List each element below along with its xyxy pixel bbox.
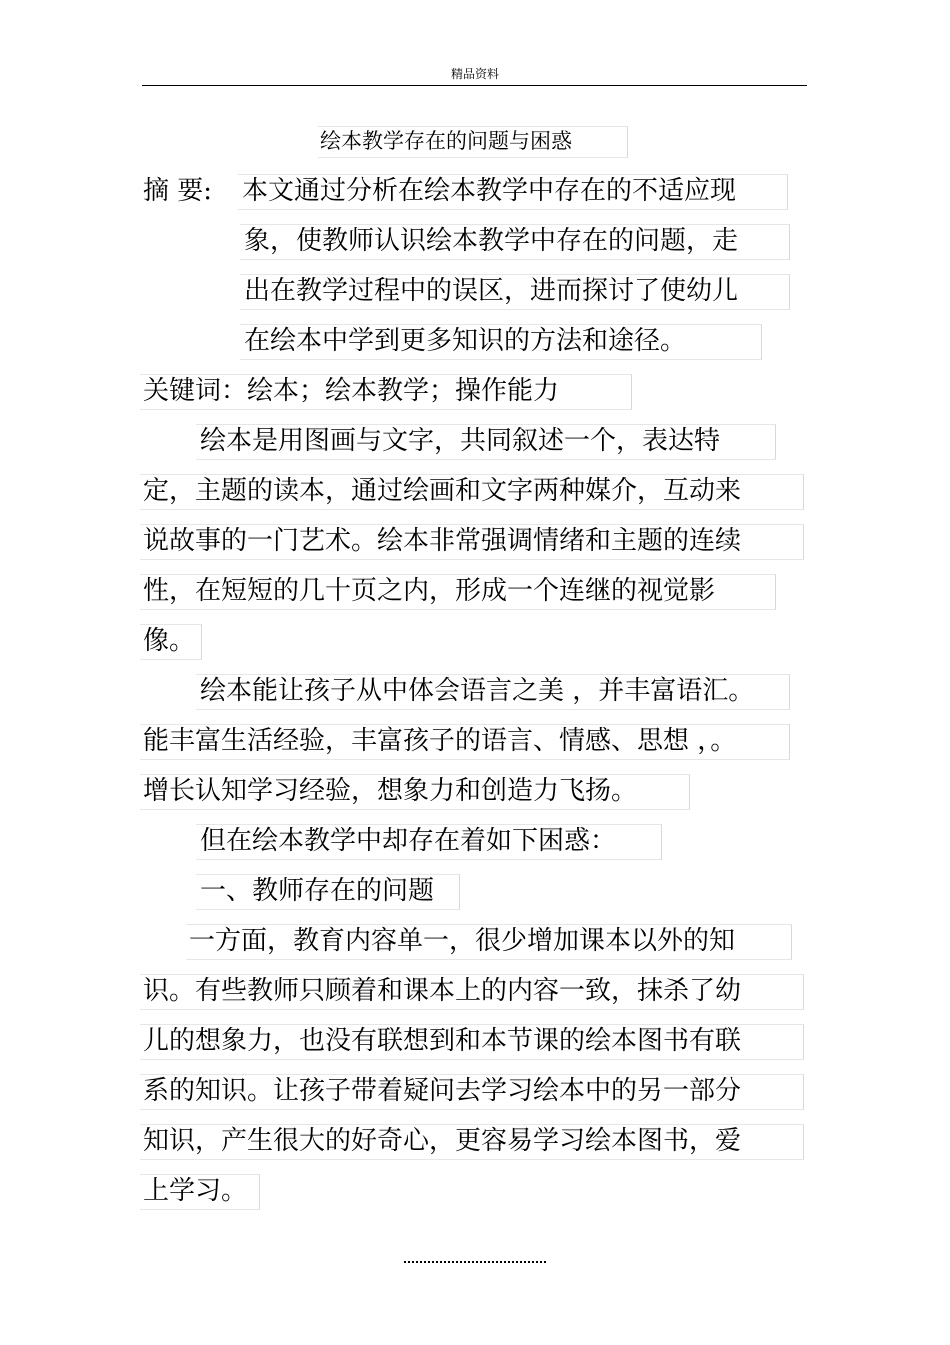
paragraph-line: 绘本能让孩子从中体会语言之美 ，并丰富语汇。 (200, 676, 755, 706)
paragraph-line: 知识，产生很大的好奇心，更容易学习绘本图书，爱 (143, 1126, 742, 1156)
abstract-line: 出在教学过程中的误区，进而探讨了使幼儿 (244, 276, 739, 306)
paragraph-line: 定，主题的读本，通过绘画和文字两种媒介，互动来 (143, 476, 742, 506)
paragraph-line: 儿的想象力，也没有联想到和本节课的绘本图书有联 (143, 1026, 742, 1056)
footer-dotted-rule (404, 1261, 546, 1263)
abstract-line: 本文通过分析在绘本教学中存在的不适应现 (242, 176, 737, 206)
page-title: 绘本教学存在的问题与困惑 (320, 129, 572, 153)
paragraph-line: 说故事的一门艺术。绘本非常强调情绪和主题的连续 (143, 526, 742, 556)
paragraph-line: 性，在短短的几十页之内，形成一个连继的视觉影 (143, 576, 716, 606)
paragraph-line: 一方面，教育内容单一，很少增加课本以外的知 (189, 926, 736, 956)
abstract-line: 在绘本中学到更多知识的方法和途径。 (244, 326, 687, 356)
paragraph-line: 能丰富生活经验，丰富孩子的语言、情感、思想 ，。 (143, 726, 737, 756)
header-rule (142, 85, 807, 86)
running-header: 精品资料 (450, 67, 499, 81)
abstract-line: 象，使教师认识绘本教学中存在的问题，走 (244, 226, 739, 256)
paragraph-line: 绘本是用图画与文字，共同叙述一个，表达特 (200, 426, 721, 456)
paragraph-line: 上学习。 (143, 1176, 248, 1206)
paragraph-line: 增长认知学习经验，想象力和创造力飞扬。 (143, 776, 638, 806)
paragraph-line: 像。 (143, 626, 196, 656)
keywords-line: 关键词：绘本；绘本教学；操作能力 (143, 376, 560, 406)
abstract-label: 摘 要: (143, 176, 213, 206)
paragraph-line: 识。有些教师只顾着和课本上的内容一致，抹杀了幼 (143, 976, 742, 1006)
paragraph-line: 系的知识。让孩子带着疑问去学习绘本中的另一部分 (143, 1076, 742, 1106)
paragraph-line: 但在绘本教学中却存在着如下困惑： (200, 826, 617, 856)
section-heading: 一、教师存在的问题 (200, 876, 435, 906)
